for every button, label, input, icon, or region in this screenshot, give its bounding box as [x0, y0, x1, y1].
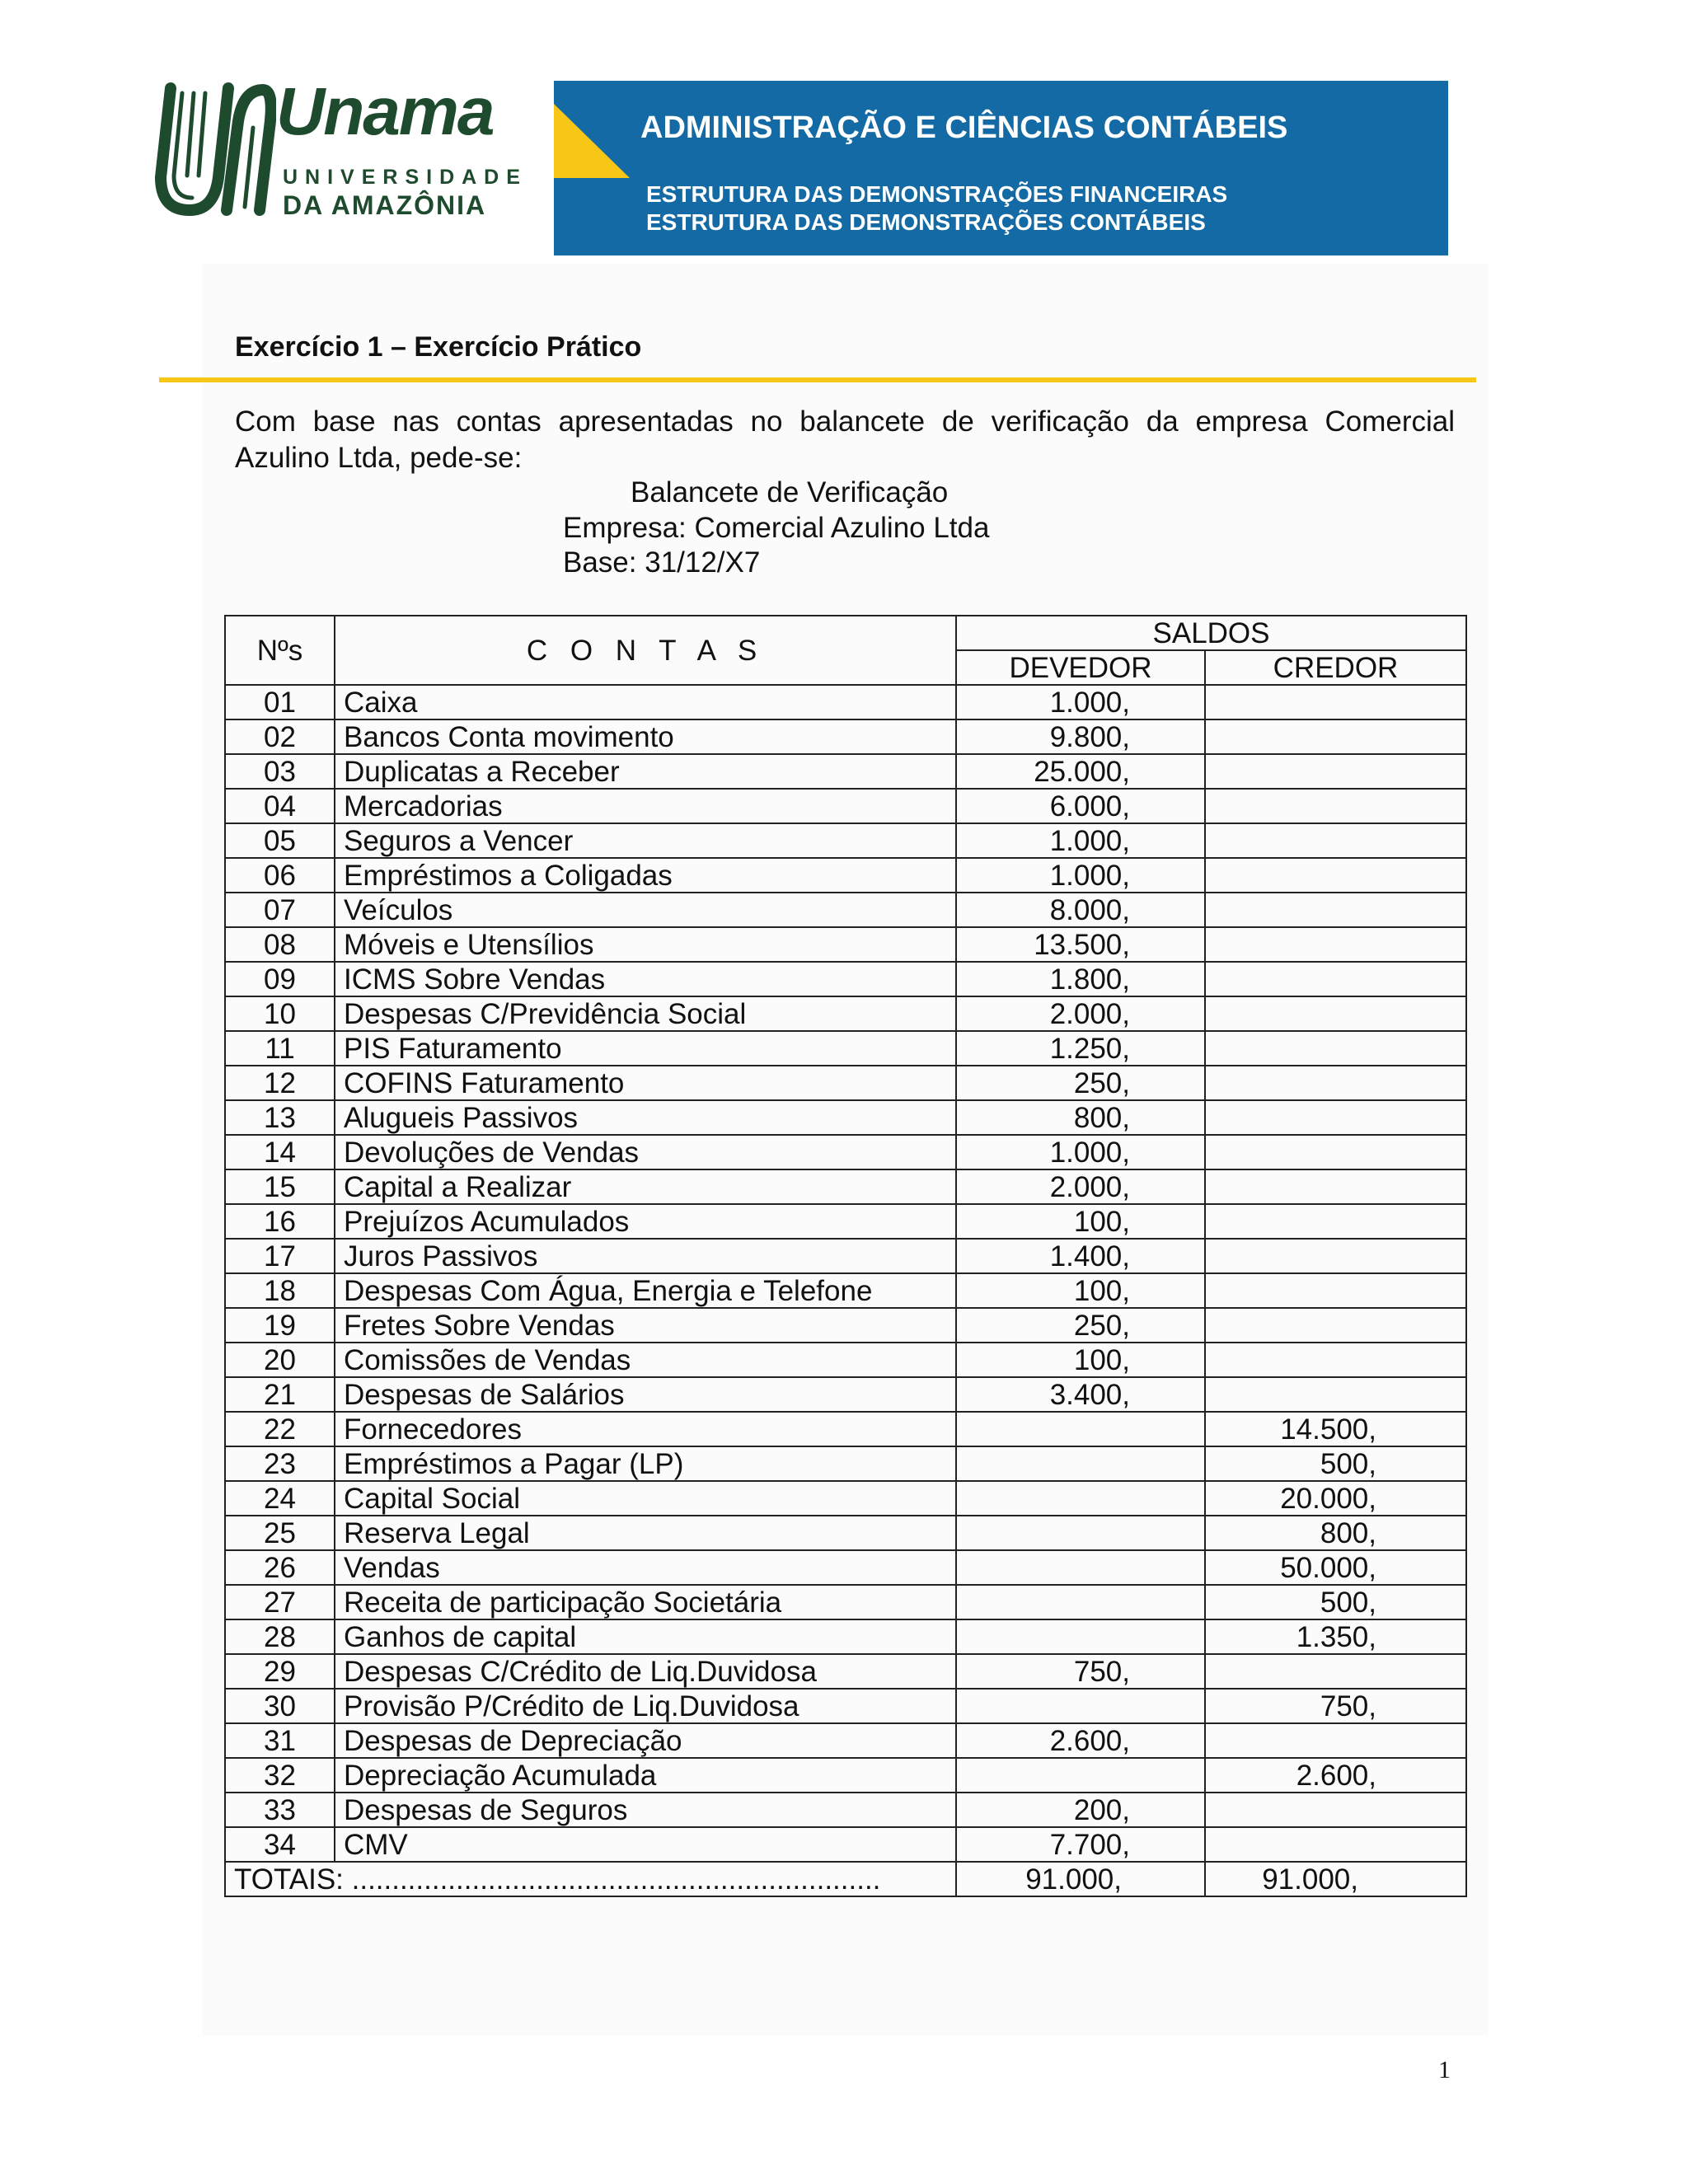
row-number: 33 [225, 1793, 335, 1827]
row-number: 07 [225, 893, 335, 927]
row-devedor: 2.000, [956, 1169, 1205, 1204]
table-row [225, 1343, 1466, 1377]
header-banner [554, 81, 1448, 255]
row-credor [1205, 1273, 1466, 1308]
row-credor: 20.000, [1205, 1481, 1466, 1516]
row-devedor: 9.800, [956, 719, 1205, 754]
table-row [225, 1689, 1466, 1723]
row-account: Alugueis Passivos [335, 1100, 956, 1135]
row-account: Devoluções de Vendas [335, 1135, 956, 1169]
row-account: Despesas Com Água, Energia e Telefone [335, 1273, 956, 1308]
row-credor [1205, 754, 1466, 789]
header-devedor: DEVEDOR [956, 650, 1205, 685]
row-number: 16 [225, 1204, 335, 1239]
logo-name: Unama [276, 74, 494, 149]
page-number: 1 [1438, 2056, 1451, 2083]
row-number: 01 [225, 685, 335, 719]
row-devedor: 200, [956, 1793, 1205, 1827]
table-row [225, 1793, 1466, 1827]
row-account: Empréstimos a Pagar (LP) [335, 1446, 956, 1481]
row-devedor [956, 1516, 1205, 1550]
row-account: Comissões de Vendas [335, 1343, 956, 1377]
row-credor [1205, 893, 1466, 927]
row-credor [1205, 996, 1466, 1031]
row-devedor: 2.600, [956, 1723, 1205, 1758]
row-credor: 750, [1205, 1689, 1466, 1723]
row-number: 12 [225, 1066, 335, 1100]
table-row [225, 1723, 1466, 1758]
totals-devedor: 91.000, [956, 1862, 1205, 1896]
row-devedor: 1.000, [956, 858, 1205, 893]
row-number: 32 [225, 1758, 335, 1793]
table-row [225, 1377, 1466, 1412]
row-number: 03 [225, 754, 335, 789]
table-row [225, 1135, 1466, 1169]
table-row [225, 1031, 1466, 1066]
caption-base-date: Base: 31/12/X7 [563, 546, 761, 579]
totals-credor: 91.000, [1205, 1862, 1466, 1896]
row-devedor: 250, [956, 1308, 1205, 1343]
row-devedor [956, 1689, 1205, 1723]
row-account: Despesas C/Previdência Social [335, 996, 956, 1031]
table-row [225, 1481, 1466, 1516]
header-num: Nºs [225, 616, 335, 685]
row-credor [1205, 962, 1466, 996]
row-account: Prejuízos Acumulados [335, 1204, 956, 1239]
table-row [225, 927, 1466, 962]
row-account: Mercadorias [335, 789, 956, 823]
logo-line-universidade: UNIVERSIDADE [283, 166, 528, 189]
row-credor [1205, 927, 1466, 962]
row-devedor: 3.400, [956, 1377, 1205, 1412]
row-credor [1205, 1031, 1466, 1066]
row-credor [1205, 1377, 1466, 1412]
row-devedor: 7.700, [956, 1827, 1205, 1862]
table-row [225, 789, 1466, 823]
row-credor [1205, 1135, 1466, 1169]
row-devedor: 250, [956, 1066, 1205, 1100]
row-number: 13 [225, 1100, 335, 1135]
row-number: 15 [225, 1169, 335, 1204]
caption-company: Empresa: Comercial Azulino Ltda [563, 512, 990, 544]
row-number: 20 [225, 1343, 335, 1377]
table-row [225, 754, 1466, 789]
row-devedor [956, 1550, 1205, 1585]
banner-subtitle-1: ESTRUTURA DAS DEMONSTRAÇÕES FINANCEIRAS [646, 181, 1228, 207]
row-account: Despesas de Seguros [335, 1793, 956, 1827]
row-number: 18 [225, 1273, 335, 1308]
row-devedor: 8.000, [956, 893, 1205, 927]
row-credor [1205, 1204, 1466, 1239]
row-credor: 500, [1205, 1585, 1466, 1619]
row-credor [1205, 1827, 1466, 1862]
table-row [225, 996, 1466, 1031]
row-account: ICMS Sobre Vendas [335, 962, 956, 996]
totals-row [225, 1862, 1466, 1896]
row-devedor: 100, [956, 1273, 1205, 1308]
row-number: 24 [225, 1481, 335, 1516]
row-credor [1205, 1654, 1466, 1689]
row-account: Fornecedores [335, 1412, 956, 1446]
row-number: 05 [225, 823, 335, 858]
row-credor [1205, 1239, 1466, 1273]
table-row [225, 1827, 1466, 1862]
row-credor [1205, 1793, 1466, 1827]
row-account: Caixa [335, 685, 956, 719]
banner-title: ADMINISTRAÇÃO E CIÊNCIAS CONTÁBEIS [640, 110, 1288, 145]
table-row [225, 719, 1466, 754]
table-row [225, 1585, 1466, 1619]
row-account: Bancos Conta movimento [335, 719, 956, 754]
row-credor [1205, 1343, 1466, 1377]
row-devedor: 6.000, [956, 789, 1205, 823]
banner-subtitle-2: ESTRUTURA DAS DEMONSTRAÇÕES CONTÁBEIS [646, 209, 1206, 235]
banner-yellow-triangle-icon [554, 81, 636, 255]
row-devedor: 1.800, [956, 962, 1205, 996]
table-row [225, 1273, 1466, 1308]
row-credor [1205, 858, 1466, 893]
row-devedor: 1.000, [956, 685, 1205, 719]
row-account: Empréstimos a Coligadas [335, 858, 956, 893]
row-number: 11 [225, 1031, 335, 1066]
row-account: Juros Passivos [335, 1239, 956, 1273]
row-devedor: 1.000, [956, 1135, 1205, 1169]
row-credor: 14.500, [1205, 1412, 1466, 1446]
row-credor [1205, 1723, 1466, 1758]
row-devedor: 100, [956, 1343, 1205, 1377]
row-number: 27 [225, 1585, 335, 1619]
row-number: 09 [225, 962, 335, 996]
trial-balance-table [224, 615, 1467, 1897]
header-credor: CREDOR [1205, 650, 1466, 685]
table-row [225, 1204, 1466, 1239]
row-account: Duplicatas a Receber [335, 754, 956, 789]
table-row [225, 962, 1466, 996]
row-devedor [956, 1758, 1205, 1793]
row-account: Despesas de Depreciação [335, 1723, 956, 1758]
row-account: Capital Social [335, 1481, 956, 1516]
row-devedor [956, 1619, 1205, 1654]
row-credor: 500, [1205, 1446, 1466, 1481]
table-row [225, 823, 1466, 858]
totals-label: TOTAIS: .................................................................. [225, 1862, 956, 1896]
row-number: 02 [225, 719, 335, 754]
row-account: Despesas de Salários [335, 1377, 956, 1412]
row-account: Provisão P/Crédito de Liq.Duvidosa [335, 1689, 956, 1723]
caption-title: Balancete de Verificação [631, 476, 949, 509]
row-credor [1205, 1169, 1466, 1204]
row-number: 21 [225, 1377, 335, 1412]
row-account: Ganhos de capital [335, 1619, 956, 1654]
row-number: 22 [225, 1412, 335, 1446]
row-account: Móveis e Utensílios [335, 927, 956, 962]
row-account: Depreciação Acumulada [335, 1758, 956, 1793]
table-row [225, 1239, 1466, 1273]
row-number: 14 [225, 1135, 335, 1169]
table-body [225, 685, 1466, 1862]
row-devedor: 2.000, [956, 996, 1205, 1031]
row-number: 17 [225, 1239, 335, 1273]
row-credor: 1.350, [1205, 1619, 1466, 1654]
table-row [225, 858, 1466, 893]
table-row [225, 685, 1466, 719]
table-row [225, 1412, 1466, 1446]
table-row [225, 1308, 1466, 1343]
row-devedor: 750, [956, 1654, 1205, 1689]
row-account: Receita de participação Societária [335, 1585, 956, 1619]
table-row [225, 893, 1466, 927]
row-number: 28 [225, 1619, 335, 1654]
table-row [225, 1446, 1466, 1481]
row-account: Despesas C/Crédito de Liq.Duvidosa [335, 1654, 956, 1689]
row-number: 06 [225, 858, 335, 893]
yellow-divider [159, 377, 1476, 382]
table-row [225, 1516, 1466, 1550]
row-number: 25 [225, 1516, 335, 1550]
table-row [225, 1550, 1466, 1585]
row-credor [1205, 823, 1466, 858]
row-number: 34 [225, 1827, 335, 1862]
row-number: 26 [225, 1550, 335, 1585]
row-account: Reserva Legal [335, 1516, 956, 1550]
row-number: 31 [225, 1723, 335, 1758]
header-saldos: SALDOS [956, 616, 1466, 650]
row-credor [1205, 685, 1466, 719]
row-devedor [956, 1412, 1205, 1446]
row-account: Capital a Realizar [335, 1169, 956, 1204]
row-account: PIS Faturamento [335, 1031, 956, 1066]
row-account: CMV [335, 1827, 956, 1862]
row-devedor: 800, [956, 1100, 1205, 1135]
row-number: 04 [225, 789, 335, 823]
logo-line-da-amazonia: DA AMAZÔNIA [283, 190, 487, 220]
row-devedor: 13.500, [956, 927, 1205, 962]
row-credor: 800, [1205, 1516, 1466, 1550]
header-contas: C O N T A S [335, 616, 956, 685]
unama-logo-mark-icon [152, 78, 276, 223]
exercise-intro: Com base nas contas apresentadas no balancete de verificação da empresa Comercial Azulino Ltda, pede-se: [235, 405, 1455, 474]
row-account: Fretes Sobre Vendas [335, 1308, 956, 1343]
row-devedor: 25.000, [956, 754, 1205, 789]
row-number: 29 [225, 1654, 335, 1689]
row-devedor: 100, [956, 1204, 1205, 1239]
table-row [225, 1758, 1466, 1793]
row-credor [1205, 719, 1466, 754]
row-credor: 50.000, [1205, 1550, 1466, 1585]
row-number: 19 [225, 1308, 335, 1343]
row-credor [1205, 1066, 1466, 1100]
row-account: Seguros a Vencer [335, 823, 956, 858]
row-number: 30 [225, 1689, 335, 1723]
exercise-title: Exercício 1 – Exercício Prático [235, 331, 642, 363]
row-devedor [956, 1446, 1205, 1481]
row-account: Veículos [335, 893, 956, 927]
row-account: Vendas [335, 1550, 956, 1585]
row-credor: 2.600, [1205, 1758, 1466, 1793]
row-number: 10 [225, 996, 335, 1031]
row-devedor [956, 1481, 1205, 1516]
table-row [225, 1169, 1466, 1204]
row-devedor: 1.000, [956, 823, 1205, 858]
row-account: COFINS Faturamento [335, 1066, 956, 1100]
row-devedor: 1.250, [956, 1031, 1205, 1066]
row-credor [1205, 1308, 1466, 1343]
row-credor [1205, 1100, 1466, 1135]
row-devedor [956, 1585, 1205, 1619]
row-devedor: 1.400, [956, 1239, 1205, 1273]
table-row [225, 1654, 1466, 1689]
row-credor [1205, 789, 1466, 823]
table-row [225, 1066, 1466, 1100]
table-row [225, 1619, 1466, 1654]
unama-logo [152, 74, 528, 227]
row-number: 23 [225, 1446, 335, 1481]
table-row [225, 1100, 1466, 1135]
row-number: 08 [225, 927, 335, 962]
